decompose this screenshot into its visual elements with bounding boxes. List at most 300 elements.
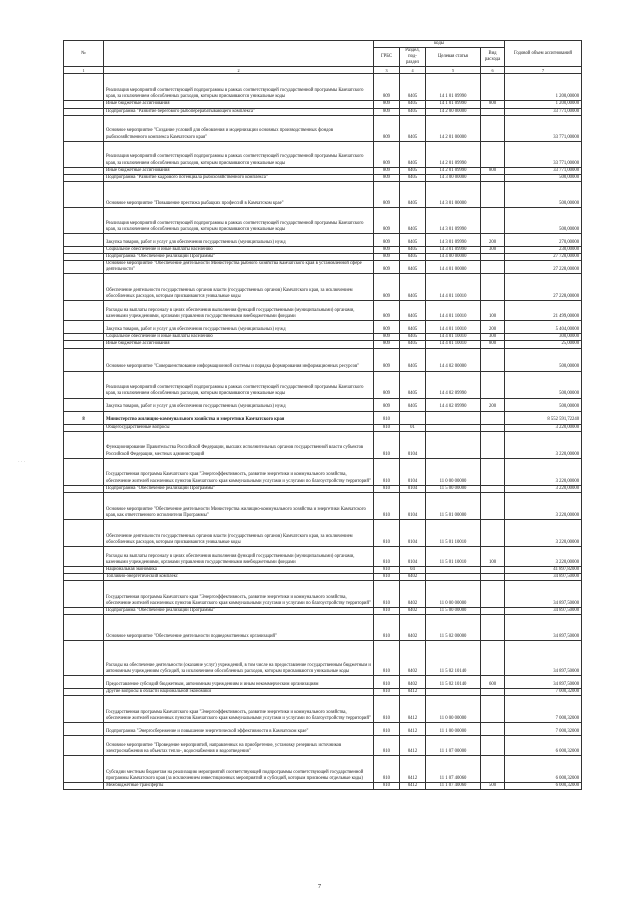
row-razdel: 0405 — [400, 301, 426, 321]
row-csr: 14 4 01 10010 — [426, 334, 481, 341]
row-csr: 14 2 00 00000 — [426, 108, 481, 115]
row-sum: 3 220,00000 — [505, 546, 582, 566]
row-csr: 11 5 02 10140 — [426, 676, 481, 689]
index-cell: 4 — [400, 67, 426, 74]
table-row — [64, 573, 582, 580]
table-row — [64, 756, 582, 783]
row-number: 8 — [64, 411, 104, 424]
row-name: Основное мероприятие "Обеспечение деятельности Министерства рыбного хозяйства Камчатского края в установленной сфере деятельности" — [104, 261, 374, 274]
row-csr: 11 1 00 00000 — [426, 723, 481, 736]
row-name: Подпрограмма "Обеспечение реализации Программы" — [104, 253, 374, 260]
row-sum: 33 771,00000 — [505, 141, 582, 167]
row-razdel: 0405 — [400, 246, 426, 253]
row-razdel: 0412 — [400, 783, 426, 790]
row-csr — [426, 566, 481, 573]
table-row — [64, 519, 582, 546]
row-razdel: 0405 — [400, 334, 426, 341]
row-razdel: 0402 — [400, 607, 426, 614]
index-cell: 3 — [374, 67, 400, 74]
row-grbs: 810 — [374, 546, 400, 566]
row-name: Иные бюджетные ассигнования — [104, 341, 374, 348]
row-number — [64, 341, 104, 348]
row-grbs: 809 — [374, 181, 400, 207]
row-name: Реализация мероприятий соответствующей подпрограммы в рамках соответствующей государственной программы Камчатского края, за исключением обособленных расходов, которым присваиваются уникальные коды — [104, 141, 374, 167]
row-vr — [481, 371, 505, 398]
index-cell: 6 — [481, 67, 505, 74]
row-razdel: 0405 — [400, 398, 426, 411]
row-razdel: 0405 — [400, 101, 426, 108]
row-sum: 6 000,32000 — [505, 756, 582, 783]
row-sum: 6 000,32000 — [505, 736, 582, 756]
row-sum: 7 000,32000 — [505, 723, 582, 736]
row-razdel: 0104 — [400, 492, 426, 519]
table-row — [64, 274, 582, 301]
table-row — [64, 321, 582, 334]
row-vr: 200 — [481, 321, 505, 334]
header-razdel: Раздел, под-раздел — [400, 48, 426, 67]
row-vr — [481, 607, 505, 614]
row-csr: 14 1 01 09990 — [426, 74, 481, 101]
row-csr: 14 3 01 00000 — [426, 181, 481, 207]
row-number — [64, 641, 104, 676]
header-codes: коды — [374, 41, 505, 48]
row-vr — [481, 615, 505, 641]
row-sum: 33 771,00000 — [505, 167, 582, 174]
row-name: Закупка товаров, работ и услуг для обеспечения государственных (муниципальных) нужд — [104, 398, 374, 411]
row-grbs: 810 — [374, 458, 400, 485]
row-vr: 800 — [481, 101, 505, 108]
row-name: Подпрограмма "Обеспечение реализации Программы" — [104, 607, 374, 614]
row-name: Топливно-энергетический комплекс — [104, 573, 374, 580]
row-grbs: 809 — [374, 108, 400, 115]
row-vr: 500 — [481, 783, 505, 790]
header-index-row — [64, 67, 582, 74]
row-vr — [481, 458, 505, 485]
row-sum: 3 220,00000 — [505, 424, 582, 431]
row-vr: 800 — [481, 341, 505, 348]
row-razdel: 0405 — [400, 174, 426, 181]
row-csr — [426, 411, 481, 424]
index-cell: 2 — [104, 67, 374, 74]
row-csr — [426, 424, 481, 431]
table-row — [64, 424, 582, 431]
row-number — [64, 696, 104, 723]
row-number — [64, 485, 104, 492]
row-name: Основное мероприятие "Повышение престижа рыбацких профессий в Камчатском крае" — [104, 181, 374, 207]
row-razdel: 0405 — [400, 348, 426, 371]
index-cell: 5 — [426, 67, 481, 74]
row-razdel: 0104 — [400, 546, 426, 566]
row-csr: 11 5 00 00000 — [426, 607, 481, 614]
row-grbs: 809 — [374, 334, 400, 341]
row-sum: 270,00000 — [505, 233, 582, 246]
row-razdel: 0402 — [400, 573, 426, 580]
table-row — [64, 253, 582, 260]
row-vr — [481, 573, 505, 580]
row-grbs: 810 — [374, 696, 400, 723]
row-sum: 5 404,00000 — [505, 321, 582, 334]
row-razdel: 0412 — [400, 696, 426, 723]
table-row — [64, 398, 582, 411]
row-vr — [481, 174, 505, 181]
row-grbs: 809 — [374, 101, 400, 108]
row-number — [64, 141, 104, 167]
row-vr: 200 — [481, 233, 505, 246]
row-sum: 27 728,00000 — [505, 253, 582, 260]
table-row — [64, 101, 582, 108]
row-razdel: 0402 — [400, 615, 426, 641]
row-sum: 3 220,00000 — [505, 519, 582, 546]
row-sum: 3 220,00000 — [505, 492, 582, 519]
margin-marks: · · · — [18, 460, 26, 465]
row-vr — [481, 580, 505, 607]
row-csr: 11 5 01 10010 — [426, 546, 481, 566]
table-row — [64, 676, 582, 689]
row-csr: 14 4 00 00000 — [426, 253, 481, 260]
row-number — [64, 458, 104, 485]
row-csr: 14 4 02 09990 — [426, 371, 481, 398]
row-name: Межбюджетные трансферты — [104, 783, 374, 790]
row-csr: 14 4 02 09990 — [426, 398, 481, 411]
row-name: Основное мероприятие "Совершенствование информационной системы и порядка формирования информационных ресурсов" — [104, 348, 374, 371]
row-razdel: 0405 — [400, 181, 426, 207]
row-name: Закупка товаров, работ и услуг для обеспечения государственных (муниципальных) нужд — [104, 233, 374, 246]
row-grbs: 810 — [374, 607, 400, 614]
row-razdel: 0405 — [400, 207, 426, 233]
row-grbs: 810 — [374, 756, 400, 783]
row-vr — [481, 141, 505, 167]
row-sum: 8 552 591,72240 — [505, 411, 582, 424]
row-vr — [481, 431, 505, 458]
row-razdel: 0405 — [400, 141, 426, 167]
row-vr — [481, 74, 505, 101]
row-number — [64, 108, 104, 115]
row-grbs: 810 — [374, 689, 400, 696]
index-cell: 1 — [64, 67, 104, 74]
row-grbs: 809 — [374, 371, 400, 398]
row-vr — [481, 492, 505, 519]
row-number — [64, 181, 104, 207]
row-sum: 230,00000 — [505, 246, 582, 253]
row-name: Предоставление субсидий бюджетным, автономным учреждениям и иным некоммерческим организациям — [104, 676, 374, 689]
row-grbs: 809 — [374, 341, 400, 348]
row-sum: 6 000,32000 — [505, 783, 582, 790]
row-name: Субсидии местным бюджетам на реализацию мероприятий соответствующей подпрограммы соответствующей государственной программы Камчатского края (за исключением инвестиционных мероприятий и субсидий, которым присвоены отдельные коды) — [104, 756, 374, 783]
row-number — [64, 723, 104, 736]
row-csr: 11 1 07 00000 — [426, 736, 481, 756]
row-name: Подпрограмма "Развитие берегового рыбоперерабатывающего комплекса" — [104, 108, 374, 115]
row-vr — [481, 696, 505, 723]
row-sum: 21 499,00000 — [505, 301, 582, 321]
row-grbs: 810 — [374, 492, 400, 519]
row-number — [64, 492, 104, 519]
row-grbs: 810 — [374, 676, 400, 689]
row-razdel: 0402 — [400, 641, 426, 676]
row-number — [64, 689, 104, 696]
row-name: Обеспечение деятельности государственных органов власти (государственных органов) Камчатского края, за исключением обособленных расходов, которым присваиваются уникальные коды — [104, 274, 374, 301]
table-row — [64, 696, 582, 723]
row-grbs: 809 — [374, 274, 400, 301]
row-sum: 41 897,82000 — [505, 566, 582, 573]
row-vr — [481, 274, 505, 301]
row-csr: 11 5 01 00000 — [426, 492, 481, 519]
table-body — [64, 74, 582, 790]
row-grbs: 809 — [374, 253, 400, 260]
row-sum: 500,00000 — [505, 398, 582, 411]
row-number — [64, 371, 104, 398]
row-razdel: 0405 — [400, 233, 426, 246]
row-sum: 7 000,32000 — [505, 696, 582, 723]
row-csr: 11 0 00 00000 — [426, 458, 481, 485]
row-name: Иные бюджетные ассигнования — [104, 167, 374, 174]
row-sum: 3 220,00000 — [505, 458, 582, 485]
row-number — [64, 676, 104, 689]
table-row — [64, 607, 582, 614]
row-name: Государственная программа Камчатского края "Энергоэффективность, развитие энергетики и коммунального хозяйства, обеспечение жителей населенных пунктов Камчатского края коммунальными услугами и услугами по благоустройству территорий" — [104, 696, 374, 723]
row-sum: 33 771,00000 — [505, 115, 582, 141]
row-grbs: 810 — [374, 641, 400, 676]
row-razdel: 0104 — [400, 485, 426, 492]
row-grbs: 809 — [374, 174, 400, 181]
row-sum: 25,00000 — [505, 341, 582, 348]
table-row — [64, 492, 582, 519]
row-razdel: 0405 — [400, 261, 426, 274]
row-name: Другие вопросы в области национальной экономики — [104, 689, 374, 696]
row-number — [64, 74, 104, 101]
row-grbs: 810 — [374, 424, 400, 431]
row-razdel: 0405 — [400, 371, 426, 398]
table-row — [64, 371, 582, 398]
row-vr — [481, 566, 505, 573]
row-sum: 34 897,50000 — [505, 607, 582, 614]
row-razdel: 0104 — [400, 431, 426, 458]
row-name: Подпрограмма "Энергосбережение и повышение энергетической эффективности в Камчатском крае" — [104, 723, 374, 736]
row-vr — [481, 756, 505, 783]
row-sum: 300,00000 — [505, 334, 582, 341]
row-razdel: 0405 — [400, 74, 426, 101]
row-vr — [481, 181, 505, 207]
row-name: Обеспечение деятельности государственных органов власти (государственных органов) Камчатского края, за исключением обособленных расходов, которым присваиваются уникальные коды — [104, 519, 374, 546]
row-number — [64, 274, 104, 301]
row-name: Реализация мероприятий соответствующей подпрограммы в рамках соответствующей государственной программы Камчатского края, за исключением обособленных расходов, которым присваиваются уникальные коды — [104, 371, 374, 398]
row-csr: 14 4 01 10010 — [426, 321, 481, 334]
row-number — [64, 167, 104, 174]
row-razdel: 0405 — [400, 341, 426, 348]
row-csr: 14 1 01 09990 — [426, 101, 481, 108]
row-grbs: 810 — [374, 736, 400, 756]
row-csr: 11 5 00 00000 — [426, 485, 481, 492]
row-vr: 600 — [481, 676, 505, 689]
row-number — [64, 573, 104, 580]
table-row — [64, 108, 582, 115]
row-razdel: 0412 — [400, 723, 426, 736]
row-sum: 500,00000 — [505, 348, 582, 371]
row-vr — [481, 424, 505, 431]
table-row — [64, 485, 582, 492]
row-name: Основное мероприятие "Обеспечение деятельности Министерства жилищно-коммунального хозяйства и энергетики Камчатского края, как ответственного исполнителя Программы" — [104, 492, 374, 519]
row-name: Основное мероприятие "Обеспечение деятельности подведомственных организаций" — [104, 615, 374, 641]
row-grbs: 810 — [374, 566, 400, 573]
budget-table — [63, 40, 582, 790]
row-name: Социальное обеспечение и иные выплаты населению — [104, 246, 374, 253]
row-grbs: 809 — [374, 233, 400, 246]
row-razdel: 0405 — [400, 108, 426, 115]
row-csr: 11 5 02 10140 — [426, 641, 481, 676]
table-row — [64, 141, 582, 167]
row-grbs: 810 — [374, 573, 400, 580]
row-grbs: 810 — [374, 615, 400, 641]
row-number — [64, 207, 104, 233]
row-number — [64, 607, 104, 614]
table-row — [64, 341, 582, 348]
row-razdel: 04 — [400, 566, 426, 573]
row-sum: 1 200,00000 — [505, 74, 582, 101]
row-razdel: 0405 — [400, 321, 426, 334]
row-number — [64, 615, 104, 641]
table-row — [64, 181, 582, 207]
row-vr: 300 — [481, 334, 505, 341]
row-number — [64, 783, 104, 790]
row-csr — [426, 431, 481, 458]
row-csr: 11 5 02 00000 — [426, 615, 481, 641]
row-number — [64, 546, 104, 566]
table-row — [64, 723, 582, 736]
row-csr: 14 2 01 00000 — [426, 115, 481, 141]
page-number: 7 — [317, 883, 322, 890]
row-csr: 14 4 01 00000 — [426, 261, 481, 274]
row-vr — [481, 108, 505, 115]
row-sum: 3 220,00000 — [505, 431, 582, 458]
row-sum: 27 228,00000 — [505, 261, 582, 274]
row-number — [64, 115, 104, 141]
row-vr: 100 — [481, 301, 505, 321]
row-number — [64, 348, 104, 371]
row-number — [64, 398, 104, 411]
row-csr: 14 3 01 09990 — [426, 233, 481, 246]
row-vr — [481, 641, 505, 676]
header-num: № — [64, 41, 104, 67]
table-row — [64, 115, 582, 141]
row-name: Государственная программа Камчатского края "Энергоэффективность, развитие энергетики и коммунального хозяйства, обеспечение жителей населенных пунктов Камчатского края коммунальными услугами и услугами по благоустройству территорий" — [104, 458, 374, 485]
table-row — [64, 246, 582, 253]
header-csr: Целевая статья — [426, 48, 481, 67]
row-sum: 500,00000 — [505, 371, 582, 398]
row-grbs: 809 — [374, 167, 400, 174]
row-vr: 100 — [481, 546, 505, 566]
row-name: Расходы на обеспечение деятельности (оказание услуг) учреждений, в том числе на предоставление государственным бюджетным и автономным учреждениям субсидий, за исключением обособленных расходов, которым присваиваются уникальные коды — [104, 641, 374, 676]
row-number — [64, 261, 104, 274]
row-name: Функционирование Правительства Российской Федерации, высших исполнительных органов государственной власти субъектов Российской Федерации, местных администраций — [104, 431, 374, 458]
row-vr — [481, 519, 505, 546]
row-vr — [481, 115, 505, 141]
table-row — [64, 348, 582, 371]
row-number — [64, 431, 104, 458]
row-name: Подпрограмма "Обеспечение реализации Программы" — [104, 485, 374, 492]
row-number — [64, 301, 104, 321]
index-cell: 7 — [505, 67, 582, 74]
row-grbs: 809 — [374, 348, 400, 371]
table-row — [64, 689, 582, 696]
row-csr: 14 3 00 00000 — [426, 174, 481, 181]
row-vr: 800 — [481, 167, 505, 174]
row-csr: 11 1 07 40060 — [426, 783, 481, 790]
row-csr: 14 3 01 09990 — [426, 207, 481, 233]
row-number — [64, 253, 104, 260]
row-vr — [481, 485, 505, 492]
row-vr — [481, 348, 505, 371]
row-grbs: 809 — [374, 207, 400, 233]
row-vr — [481, 736, 505, 756]
table-row — [64, 207, 582, 233]
row-number — [64, 334, 104, 341]
row-sum: 1 200,00000 — [505, 101, 582, 108]
row-csr: 14 4 01 10010 — [426, 274, 481, 301]
row-grbs: 809 — [374, 246, 400, 253]
row-razdel — [400, 411, 426, 424]
row-name: Расходы на выплаты персоналу в целях обеспечения выполнения функций государственными (муниципальными) органами, казенными учреждениями, органами управления государственными внебюджетными фондами — [104, 546, 374, 566]
row-number — [64, 321, 104, 334]
row-razdel: 0405 — [400, 115, 426, 141]
table-row — [64, 736, 582, 756]
row-razdel: 0104 — [400, 519, 426, 546]
row-sum: 34 897,50000 — [505, 615, 582, 641]
table-row — [64, 411, 582, 424]
row-razdel: 0104 — [400, 458, 426, 485]
row-csr: 11 0 00 00000 — [426, 580, 481, 607]
row-name: Общегосударственные вопросы — [104, 424, 374, 431]
row-number — [64, 174, 104, 181]
row-sum: 34 897,50000 — [505, 580, 582, 607]
row-name: Социальное обеспечение и иные выплаты населению — [104, 334, 374, 341]
row-grbs: 809 — [374, 261, 400, 274]
table-row — [64, 580, 582, 607]
row-csr: 14 2 01 09990 — [426, 141, 481, 167]
row-name: Основное мероприятие "Проведение мероприятий, направленных на приобретение, установку резервных источников электроснабжения на объектах тепло-, водоснабжения и водоотведения" — [104, 736, 374, 756]
row-vr — [481, 253, 505, 260]
row-vr: 200 — [481, 398, 505, 411]
row-name: Подпрограмма "Развитие кадрового потенциала рыбохозяйственного комплекса" — [104, 174, 374, 181]
row-grbs: 809 — [374, 74, 400, 101]
row-grbs: 810 — [374, 485, 400, 492]
row-vr: 300 — [481, 246, 505, 253]
row-razdel: 0405 — [400, 253, 426, 260]
row-razdel: 01 — [400, 424, 426, 431]
row-vr — [481, 411, 505, 424]
row-name: Министерство жилищно-коммунального хозяйства и энергетики Камчатского края — [104, 411, 374, 424]
row-grbs: 809 — [374, 115, 400, 141]
row-csr: 11 0 00 00000 — [426, 696, 481, 723]
row-grbs: 809 — [374, 398, 400, 411]
row-grbs: 809 — [374, 301, 400, 321]
row-number — [64, 519, 104, 546]
table-row — [64, 301, 582, 321]
row-vr — [481, 207, 505, 233]
table-header — [64, 41, 582, 74]
row-sum: 27 228,00000 — [505, 274, 582, 301]
row-csr: 14 4 01 10010 — [426, 341, 481, 348]
table-row — [64, 566, 582, 573]
table-row — [64, 546, 582, 566]
row-razdel: 0412 — [400, 756, 426, 783]
row-grbs: 810 — [374, 783, 400, 790]
row-razdel: 0412 — [400, 689, 426, 696]
row-name: Реализация мероприятий соответствующей подпрограммы в рамках соответствующей государственной программы Камчатского края, за исключением обособленных расходов, которым присваиваются уникальные коды — [104, 74, 374, 101]
row-name: Государственная программа Камчатского края "Энергоэффективность, развитие энергетики и коммунального хозяйства, обеспечение жителей населенных пунктов Камчатского края коммунальными услугами и услугами по благоустройству территорий" — [104, 580, 374, 607]
row-razdel: 0402 — [400, 676, 426, 689]
row-grbs: 810 — [374, 411, 400, 424]
row-sum: 34 897,50000 — [505, 641, 582, 676]
row-number — [64, 736, 104, 756]
